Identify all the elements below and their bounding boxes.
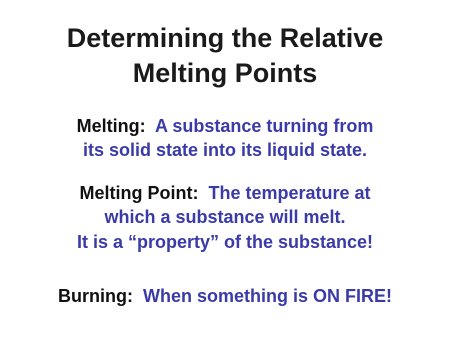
melting-term: Melting: xyxy=(76,116,146,136)
melting-point-definition-line-2 xyxy=(0,206,450,228)
slide-title-line-1: Determining the Relative xyxy=(66,23,384,53)
slide-title-line-2: Melting Points xyxy=(132,58,318,88)
burning-definition-text: When something is ON FIRE! xyxy=(142,286,392,306)
melting-definition-line-1 xyxy=(0,115,450,137)
melting-definition-line-2 xyxy=(0,139,450,161)
melting-point-definition-text-2: which a substance will melt. xyxy=(104,207,346,227)
melting-point-definition-text-3: It is a “property” of the substance! xyxy=(76,232,374,252)
melting-definition-text-1: A substance turning from xyxy=(154,116,374,136)
burning-definition-line xyxy=(0,285,450,307)
melting-point-term: Melting Point: xyxy=(79,183,199,203)
melting-point-definition-line-3 xyxy=(0,231,450,253)
melting-point-definition-text-1: The temperature at xyxy=(208,183,371,203)
melting-point-definition-line-1 xyxy=(0,182,450,204)
burning-term: Burning: xyxy=(57,286,133,306)
melting-definition-text-2: its solid state into its liquid state. xyxy=(82,140,368,160)
